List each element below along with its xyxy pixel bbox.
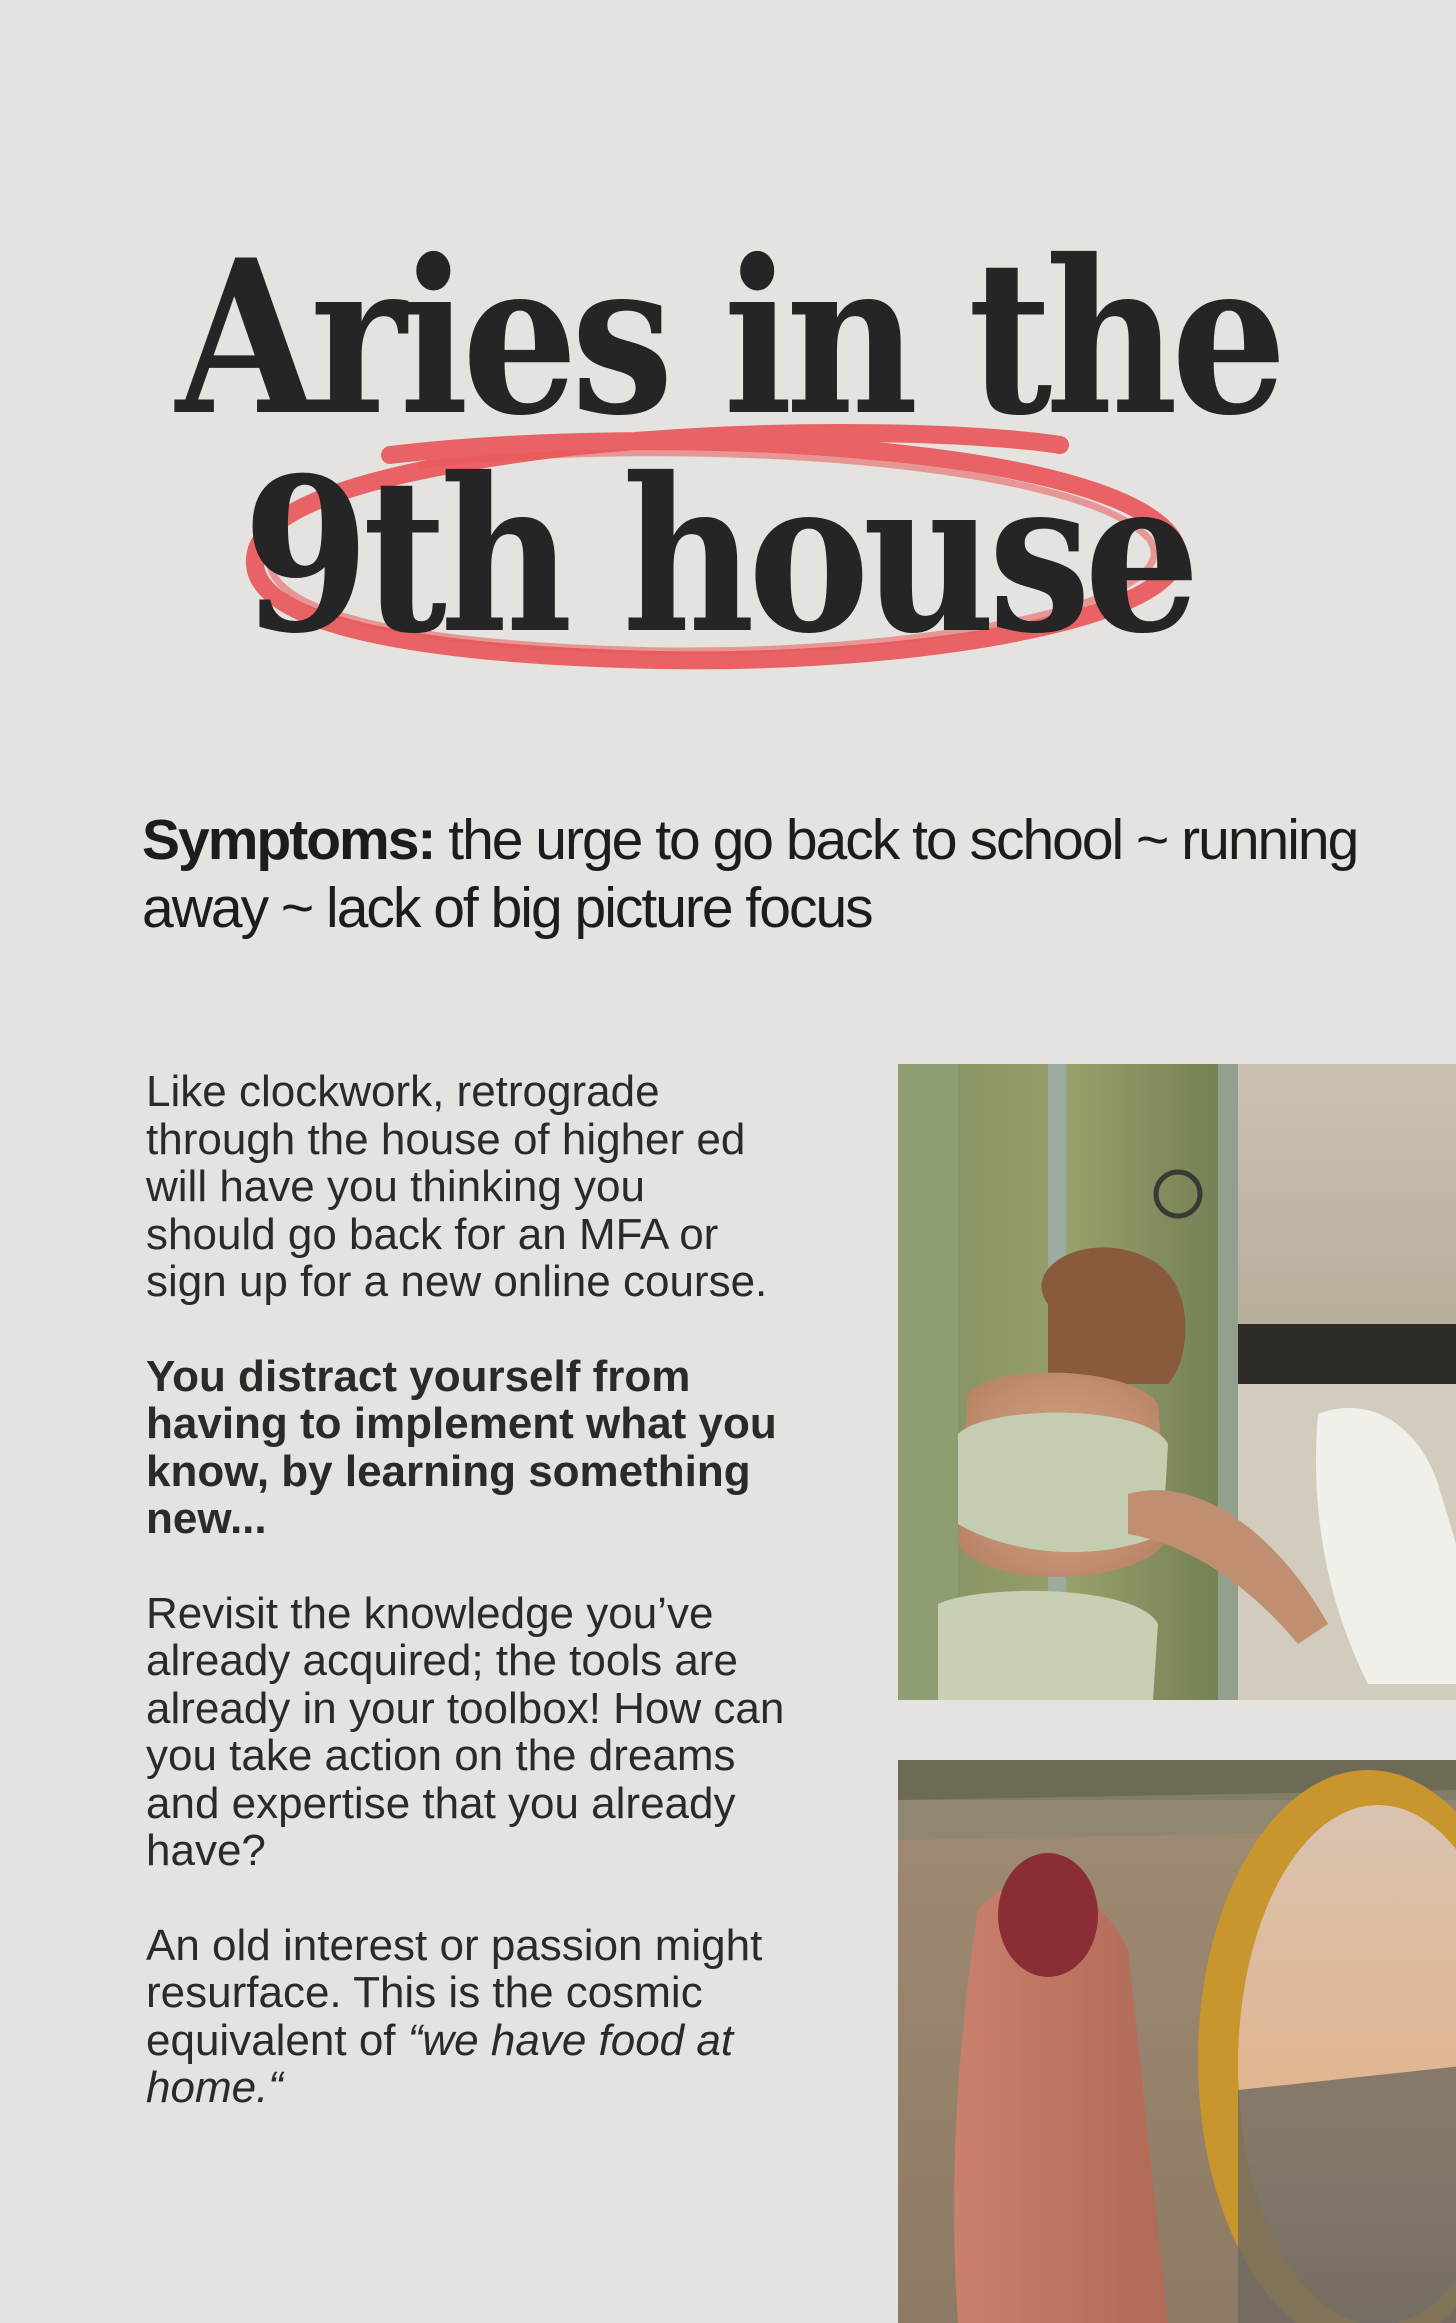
- paragraph-4: [146, 1922, 786, 2112]
- body-text: [146, 1068, 786, 2159]
- photo-mirror-sunset-beach: [898, 1760, 1456, 2323]
- symptoms-text: the urge to go back to school ~ running away ~ lack of big picture focus: [142, 808, 1358, 940]
- paragraph-2-bold: You distract yourself from having to implement what you know, by learning something new...: [146, 1351, 777, 1543]
- paragraph-4-text: An old interest or passion might resurface. This is the cosmic equivalent of: [146, 1920, 763, 2065]
- symptoms-label: Symptoms:: [142, 808, 435, 872]
- paragraph-3: Revisit the knowledge you’ve already acquired; the tools are already in your toolbox! How can you take action on the dreams and expertise that you already have?: [146, 1588, 785, 1875]
- paragraph-4-quote: “we have food at home.“: [146, 2015, 734, 2112]
- title-line-1: Aries in the: [175, 213, 1281, 462]
- photo-woman-with-dog: [898, 1064, 1456, 1700]
- paragraph-1: Like clockwork, retrograde through the house of higher ed will have you thinking you should go back for an MFA or sign up for a new online course.: [146, 1067, 768, 1306]
- title-line-2: 9th house: [242, 431, 1194, 680]
- symptoms-line: [142, 806, 1362, 942]
